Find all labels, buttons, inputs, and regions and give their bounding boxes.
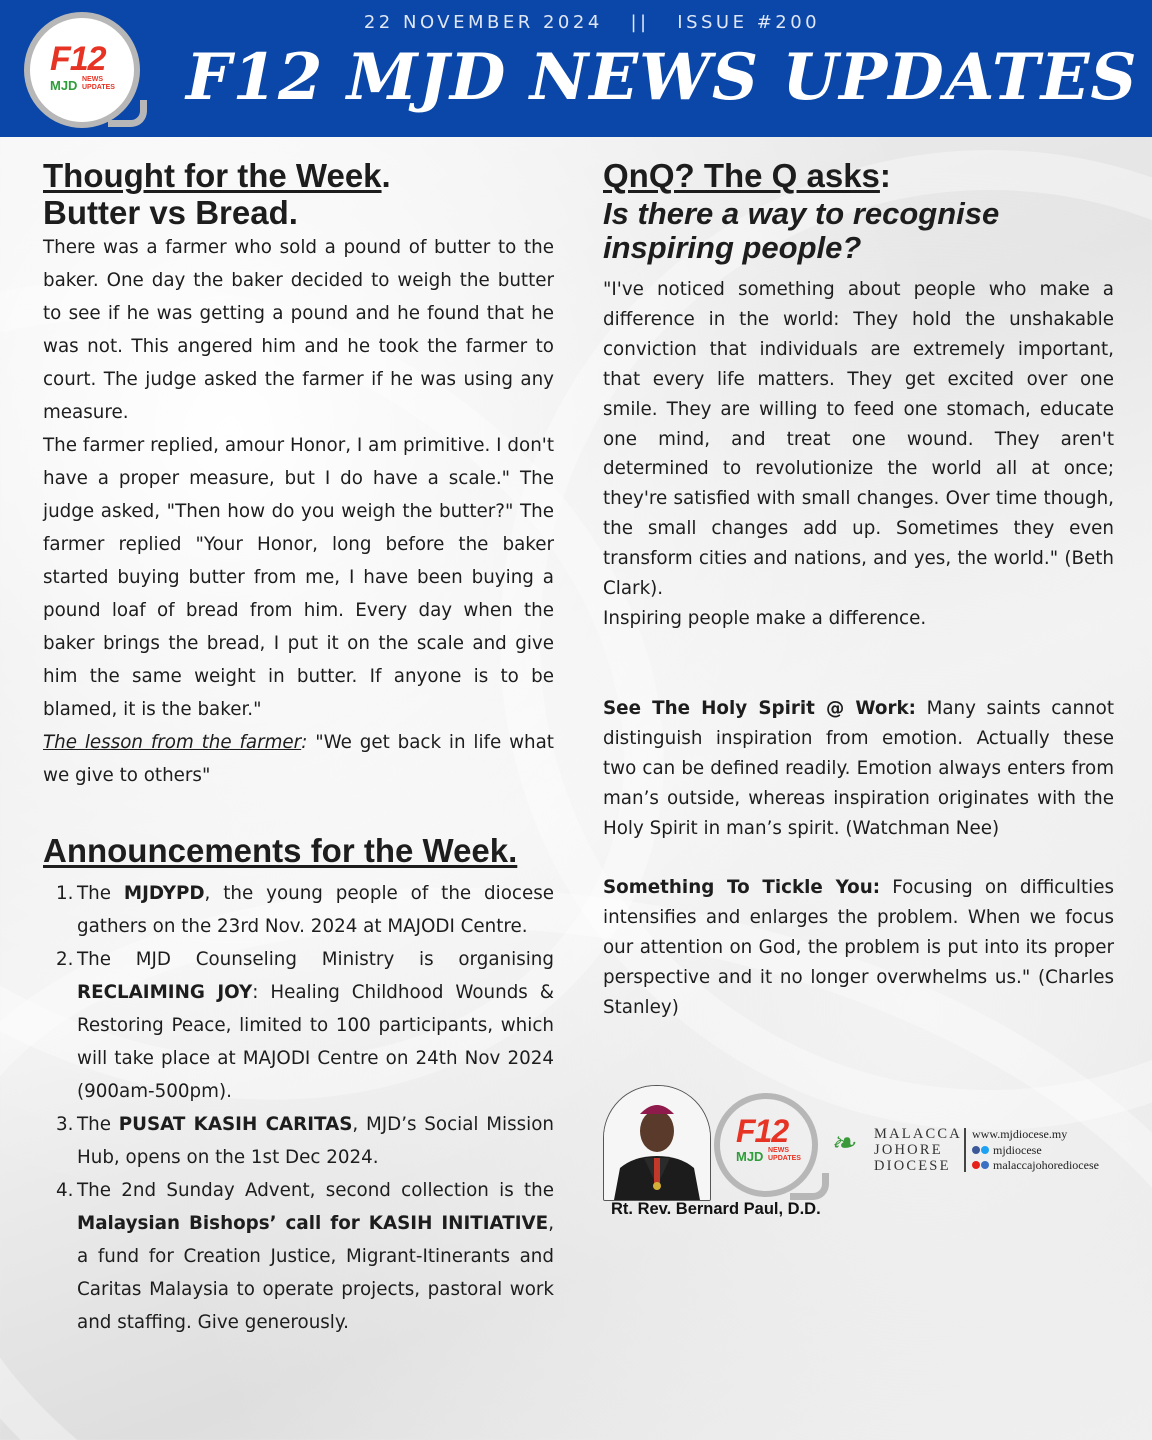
header-banner <box>0 0 1152 137</box>
thought-subheading: Butter vs Bread. <box>43 194 298 231</box>
twitter-icon <box>981 1146 989 1154</box>
newsletter-title: F12 MJD NEWS UPDATES <box>186 40 1138 115</box>
thought-paragraph-1: There was a farmer who sold a pound of butter to the baker. One day the baker decided to weigh the butter to see if he was getting a pound and he found that he was not. This angered him and he took the farmer to court. The judge asked the farmer if he was using any measure. <box>43 237 554 423</box>
announcements-list <box>43 877 554 1339</box>
list-item: 4. The 2nd Sunday Advent, second collection is the Malaysian Bishops’ call for KASIH INITIATIVE, a fund for Creation Justice, Migrant-Itinerants and Caritas Malaysia to operate projects, pastoral work and staffing. Give generously. <box>56 1180 554 1333</box>
website-link[interactable]: www.mjdiocese.my <box>972 1127 1068 1141</box>
diocese-logo: ❧ MALACCA JOHORE DIOCESE <box>830 1126 962 1174</box>
lesson-line: The lesson from the farmer: "We get back in life what we give to others" <box>43 732 554 786</box>
divider <box>964 1128 966 1172</box>
separator: || <box>630 12 650 33</box>
f12-logo-footer: F12 MJD NEWS UPDATES <box>712 1093 824 1197</box>
issue-date: 22 NOVEMBER 2024 <box>363 12 603 33</box>
qnq-question: Is there a way to recognise inspiring people? <box>603 196 1000 265</box>
holy-spirit-label: See The Holy Spirit @ Work: <box>603 697 916 719</box>
youtube-icon <box>972 1161 980 1169</box>
tickle-section: Something To Tickle You: Focusing on difficulties intensifies and enlarges the problem. When we focus our attention on God, the problem is put into its proper perspective and it no longer overwhelms us." (Charles Stanley) <box>603 877 1115 1019</box>
thought-heading: Thought for the Week. <box>43 157 391 194</box>
list-item: 2. The MJD Counseling Ministry is organising RECLAIMING JOY: Healing Childhood Wounds & Restoring Peace, limited to 100 participants, which will take place at MAJODI Centre on 24th Nov 2024 (900am-500pm). <box>56 949 554 1102</box>
qnq-quote: "I've noticed something about people who make a difference in the world: They hold the unshakable conviction that individuals are extremely important, that every life matters. They get excited over one smile. They are willing to feed one stomach, educate one mind, and treat one wound. They aren't determined to revolutionize the world all at once; they're satisfied with small changes. Over time though, the small changes add up. Sometimes they even transform cities and nations, and yes, the world." (Beth Clark). <box>603 279 1114 600</box>
contact-info <box>972 1127 1099 1174</box>
thought-paragraph-2: The farmer replied, amour Honor, I am primitive. I don't have a proper measure, but I do have a scale." The judge asked, "Then how do you weigh the butter?" The farmer replied "Your Honor, long before the baker started buying butter from me, I have been buying a pound loaf of bread from him. Every day when the baker brings the bread, I put it on the scale and give him the same weight in butter. If anyone is to be blamed, it is the baker." <box>43 435 554 720</box>
announcements-heading: Announcements for the Week. <box>43 832 518 869</box>
dove-icon: ❧ <box>830 1126 856 1161</box>
social-link-2[interactable]: malaccajohorediocese <box>972 1158 1099 1174</box>
facebook-icon <box>972 1146 980 1154</box>
holy-spirit-section: See The Holy Spirit @ Work: Many saints cannot distinguish inspiration from emotion. Actually these two can be defined readily. Emotion always enters from man’s outside, whereas inspiration originates with the Holy Spirit in man’s spirit. (Watchman Nee) <box>603 697 1114 839</box>
right-column <box>603 157 1114 1023</box>
qnq-heading: QnQ? The Q asks: <box>603 157 891 194</box>
f12-logo: F12 MJD NEWS UPDATES <box>22 12 142 124</box>
tickle-label: Something To Tickle You: <box>603 877 881 899</box>
qnq-closing: Inspiring people make a difference. <box>603 607 927 629</box>
list-item: 3. The PUSAT KASIH CARITAS, MJD’s Social Mission Hub, opens on the 1st Dec 2024. <box>56 1114 555 1168</box>
issue-number: ISSUE #200 <box>677 12 821 33</box>
list-item: 1. The MJDYPD, the young people of the diocese gathers on the 23rd Nov. 2024 at MAJODI Centre. <box>56 883 554 937</box>
social-link-1[interactable]: mjdiocese <box>972 1143 1099 1159</box>
web-icon <box>981 1161 989 1169</box>
issue-date-line <box>0 12 1152 33</box>
left-column <box>43 157 554 1339</box>
lesson-label: The lesson from the farmer <box>43 732 302 753</box>
bishop-portrait <box>603 1085 711 1201</box>
bishop-name: Rt. Rev. Bernard Paul, D.D. <box>611 1200 821 1218</box>
